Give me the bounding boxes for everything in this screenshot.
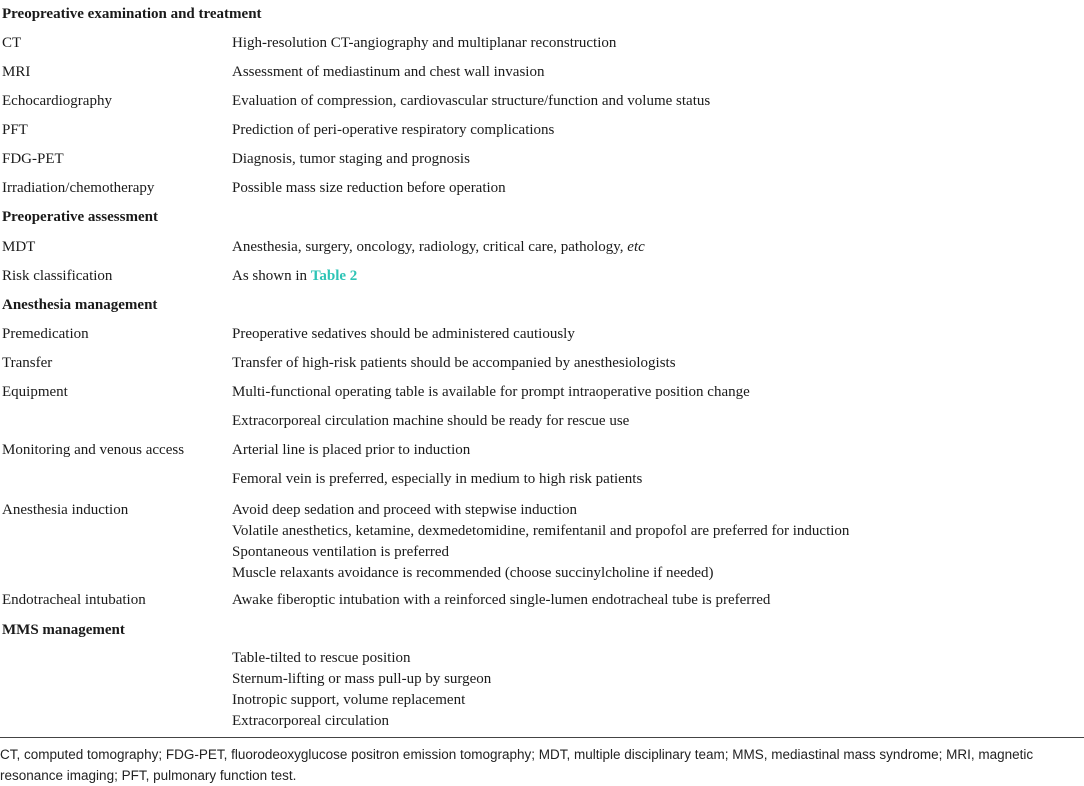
table-row [0, 407, 1084, 436]
row-value: Prediction of peri-operative respiratory complications [232, 122, 555, 138]
row-value: Volatile anesthetics, ketamine, dexmedetomidine, remifentanil and propofol are preferred for induction [232, 523, 850, 539]
table-row [0, 349, 1084, 378]
row-value: Extracorporeal circulation machine should be ready for rescue use [232, 413, 630, 429]
table-row [0, 320, 1084, 349]
row-label: Anesthesia induction [2, 502, 129, 518]
table-row [0, 116, 1084, 145]
row-label: Transfer [2, 355, 53, 371]
table-row [0, 58, 1084, 87]
row-label: Irradiation/chemotherapy [2, 180, 155, 196]
table-2-link[interactable]: Table 2 [310, 268, 358, 284]
row-value: Diagnosis, tumor staging and prognosis [232, 151, 470, 167]
table-row [0, 29, 1084, 58]
row-value: Extracorporeal circulation [232, 713, 390, 729]
table-row [0, 588, 1084, 616]
row-label: Risk classification [2, 268, 113, 284]
section-heading: MMS management [2, 622, 125, 638]
table-row [0, 262, 1084, 291]
table-row [0, 494, 1084, 588]
row-label [0, 648, 232, 735]
section-heading: Anesthesia management [2, 297, 158, 313]
row-value: As shown in [232, 268, 311, 284]
row-value: Possible mass size reduction before operation [232, 180, 506, 196]
row-value: Awake fiberoptic intubation with a reinforced single-lumen endotracheal tube is preferred [232, 592, 771, 608]
row-value: Muscle relaxants avoidance is recommended (choose succinylcholine if needed) [232, 565, 714, 581]
table-row [0, 378, 1084, 407]
table-bottom-rule [0, 737, 1084, 738]
row-value: Multi-functional operating table is available for prompt intraoperative position change [232, 384, 750, 400]
row-value: Spontaneous ventilation is preferred [232, 544, 450, 560]
table-row [0, 645, 1084, 735]
row-value: Inotropic support, volume replacement [232, 692, 466, 708]
row-value: Arterial line is placed prior to induction [232, 442, 471, 458]
row-label [0, 407, 232, 436]
row-label: Echocardiography [2, 93, 112, 109]
row-label: Monitoring and venous access [2, 442, 185, 458]
table-row [0, 145, 1084, 174]
row-label: Equipment [2, 384, 68, 400]
row-value-italic: etc [627, 239, 645, 255]
table-footnote: CT, computed tomography; FDG-PET, fluorodeoxyglucose positron emission tomography; MDT, multiple disciplinary team; MMS, mediastinal mass syndrome; MRI, magnetic resonance imaging; PFT, pulmonary function test. [0, 747, 1034, 783]
row-value: High-resolution CT-angiography and multiplanar reconstruction [232, 35, 617, 51]
row-label: MRI [2, 64, 31, 80]
row-label: FDG-PET [2, 151, 64, 167]
row-value: Preoperative sedatives should be administered cautiously [232, 326, 575, 342]
row-value: Transfer of high-risk patients should be accompanied by anesthesiologists [232, 355, 676, 371]
table-row [0, 232, 1084, 262]
row-value: Table-tilted to rescue position [232, 650, 411, 666]
row-label [0, 465, 232, 494]
row-label: MDT [2, 239, 36, 255]
row-value: Anesthesia, surgery, oncology, radiology, critical care, pathology, [232, 239, 628, 255]
section-heading: Preoperative assessment [2, 209, 158, 225]
row-label: PFT [2, 122, 28, 138]
row-label: Premedication [2, 326, 89, 342]
row-value: Femoral vein is preferred, especially in medium to high risk patients [232, 471, 643, 487]
row-value: Sternum-lifting or mass pull-up by surgeon [232, 671, 492, 687]
table-row [0, 87, 1084, 116]
section-heading: Preopreative examination and treatment [2, 6, 262, 22]
row-value: Evaluation of compression, cardiovascular structure/function and volume status [232, 93, 711, 109]
row-value: Assessment of mediastinum and chest wall invasion [232, 64, 545, 80]
table-row [0, 465, 1084, 494]
table-row [0, 436, 1084, 465]
row-label: CT [2, 35, 22, 51]
row-value: Avoid deep sedation and proceed with stepwise induction [232, 502, 578, 518]
table-row [0, 174, 1084, 203]
row-label: Endotracheal intubation [2, 592, 146, 608]
